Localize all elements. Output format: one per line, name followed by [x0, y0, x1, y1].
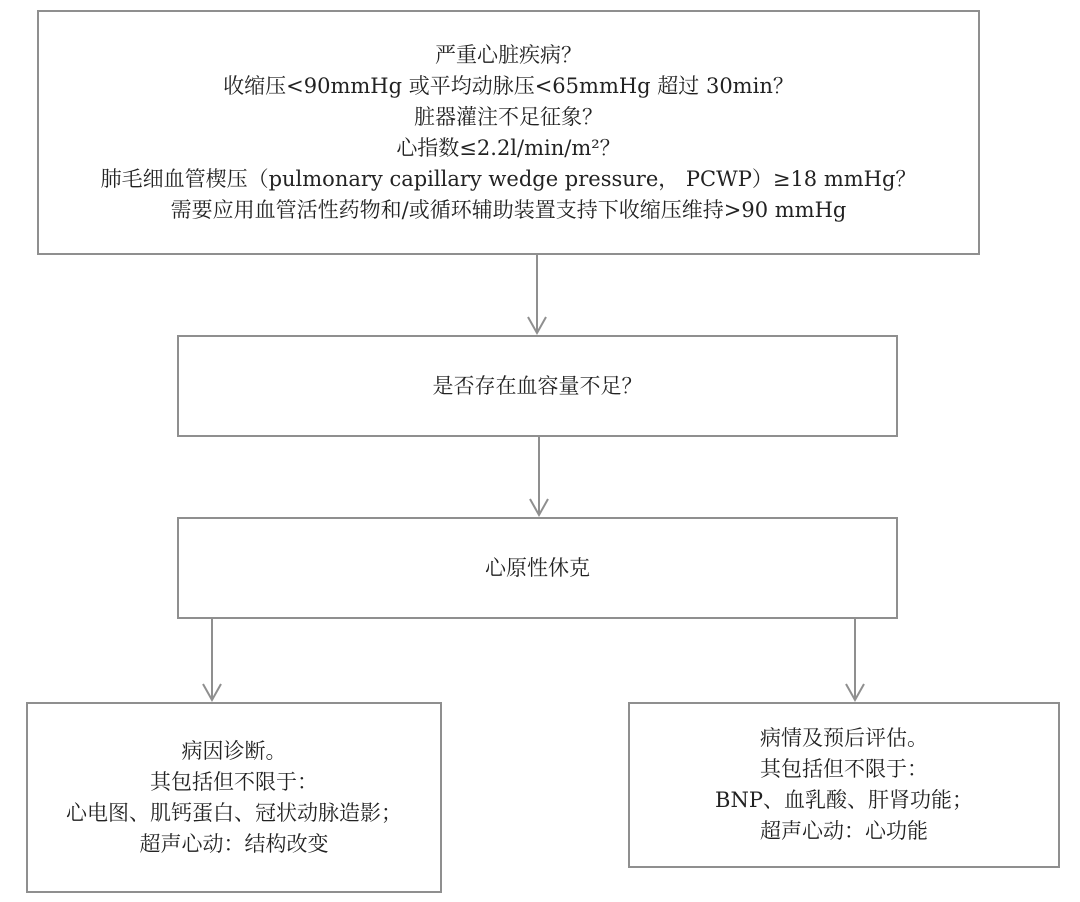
criteria-line: 需要应用血管活性药物和/或循环辅助装置支持下收缩压维持>90 mmHg — [170, 197, 847, 222]
hypovolemia-box — [177, 335, 898, 437]
criteria-line: 脏器灌注不足征象？ — [414, 104, 603, 129]
cardiogenic-shock-text: 心原性休克 — [485, 555, 590, 580]
criteria-line: 收缩压<90mmHg 或平均动脉压<65mmHg 超过 30min？ — [223, 73, 794, 98]
criteria-box — [37, 10, 980, 255]
prognosis-line: 病情及预后评估。 — [760, 726, 928, 750]
etiology-line: 其包括但不限于： — [150, 769, 318, 794]
etiology-line: 超声心动：结构改变 — [139, 831, 329, 856]
arrow-shock-to-etiology — [203, 619, 221, 700]
arrow-hypovolemia-to-shock — [530, 437, 548, 515]
arrow-criteria-to-hypovolemia — [528, 255, 546, 333]
criteria-line: 肺毛细血管楔压（pulmonary capillary wedge pressure， PCWP）≥18 mmHg？ — [100, 166, 917, 191]
criteria-line: 严重心脏疾病？ — [435, 42, 582, 67]
etiology-line: 心电图、肌钙蛋白、冠状动脉造影； — [66, 800, 402, 825]
hypovolemia-text: 是否存在血容量不足？ — [432, 373, 643, 398]
cardiogenic-shock-box — [177, 517, 898, 619]
etiology-box — [26, 702, 442, 893]
prognosis-line: 其包括但不限于： — [760, 757, 928, 781]
arrow-shock-to-prognosis — [846, 619, 864, 700]
prognosis-line: BNP、血乳酸、肝肾功能； — [715, 788, 973, 812]
prognosis-line: 超声心动：心功能 — [760, 819, 928, 843]
etiology-line: 病因诊断。 — [181, 738, 287, 763]
criteria-line: 心指数≤2.2l/min/m²？ — [396, 135, 621, 160]
prognosis-box — [628, 702, 1060, 868]
